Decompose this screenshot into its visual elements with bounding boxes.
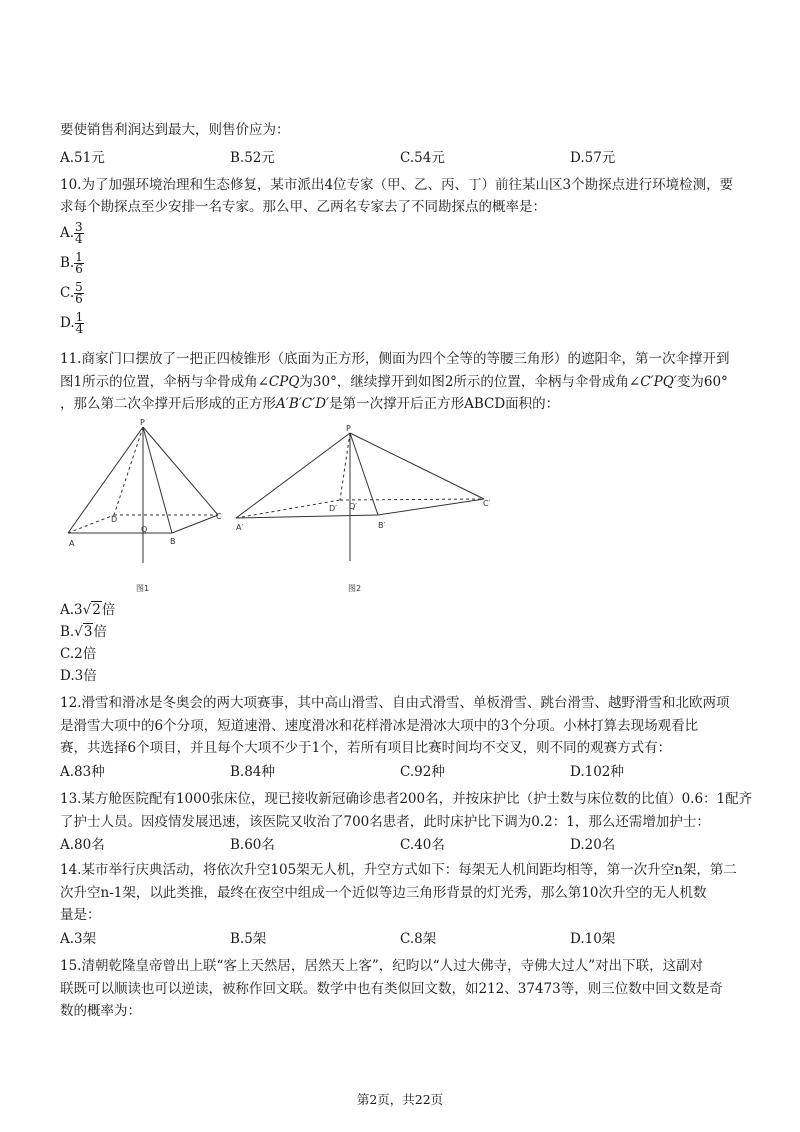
page-footer: 第2页，共22页 [356, 1092, 444, 1107]
label-c: C′ [483, 499, 491, 508]
edge-pa [68, 427, 143, 533]
label-b: B′ [378, 521, 386, 530]
label-a: A [69, 539, 75, 548]
edge-pc [143, 427, 218, 515]
edge-ab [236, 515, 378, 518]
q11-option-b: B.√3倍 [60, 624, 107, 640]
q10-option-b: B. $\frac{1}{6}$ [60, 250, 83, 276]
q15-text-line1: 15.清朝乾隆皇帝曾出上联“客上天然居，居然天上客”，纪昀以“人过大佛寺，寺佛大过人”对出下联，这副对 [60, 958, 704, 974]
edge-pd [114, 427, 143, 515]
q14-option-a: A.3架 [60, 931, 97, 947]
q9-options [60, 148, 760, 168]
edge-pb [143, 427, 172, 533]
q15-text-line2: 联既可以顺读也可以逆读，被称作回文联。数学中也有类似回文数，如212、37473等，则三位数中回文数是奇 [60, 981, 723, 997]
label-p: P [140, 418, 145, 427]
edge-pc [350, 433, 484, 499]
q13-option-a: A.80名 [60, 837, 105, 853]
q10-text-line2: 求每个勘探点至少安排一名专家。那么甲、乙两名专家去了不同勘探点的概率是： [60, 199, 546, 215]
q12-text-line3: 赛，共选择6个项目，并且每个大项不少于1个，若所有项目比赛时间均不交叉，则不同的观赛方式有： [60, 740, 672, 756]
fraction: $\frac{5}{6}$ [75, 280, 83, 306]
q10-option-a: A. $\frac{3}{4}$ [60, 220, 83, 246]
q13-text-line1: 13.某方舱医院配有1000张床位，现已接收新冠确诊患者200名，并按床护比（护士数与床位数的比值）0.6：1配齐 [60, 791, 753, 807]
q11-text-line2: 图1所示的位置，伞柄与伞骨成角∠CPQ为30°，继续撑开到如图2所示的位置，伞柄与伞骨成角∠C′PQ′变为60° [60, 374, 728, 390]
q9-option-d: D.57元 [570, 150, 616, 166]
edge-ad [236, 500, 340, 518]
label-a: A′ [236, 523, 244, 532]
q12-option-b: B.84种 [230, 764, 275, 780]
q15-text-line3: 数的概率为： [60, 1003, 141, 1019]
q14-option-d: D.10架 [570, 931, 616, 947]
label-d: D′ [329, 504, 337, 513]
q11-option-c: C.2倍 [60, 646, 97, 662]
q9-option-b: B.52元 [230, 150, 275, 166]
fraction: $\frac{1}{4}$ [75, 310, 84, 336]
q9-option-a: A.51元 [60, 150, 105, 166]
q10-option-c: C. $\frac{5}{6}$ [60, 280, 83, 306]
q13-option-b: B.60名 [230, 837, 275, 853]
q14-option-c: C.8架 [400, 931, 437, 947]
q13-text-line2: 了护士人员。因疫情发展迅速，该医院又收治了700名患者，此时床护比下调为0.2：1，那么还需增加护士： [60, 814, 710, 830]
q9-continuation: 要使销售利润达到最大，则售价应为： [60, 122, 290, 138]
label-b: B [170, 537, 176, 546]
edge-dc [340, 499, 484, 500]
fraction: $\frac{1}{6}$ [75, 250, 83, 276]
q12-text-line1: 12.滑雪和滑冰是冬奥会的两大项赛事，其中高山滑雪、自由式滑雪、单板滑雪、跳台滑雪、越野滑雪和北欧两项 [60, 695, 730, 711]
figure-1-caption: 图1 [136, 584, 150, 593]
label-c: C [216, 512, 222, 521]
q12-option-c: C.92种 [400, 764, 445, 780]
q10-option-d: D. $\frac{1}{4}$ [60, 310, 84, 336]
q9-option-c: C.54元 [400, 150, 445, 166]
q12-options [60, 762, 760, 782]
q14-option-b: B.5架 [230, 931, 267, 947]
fraction: $\frac{3}{4}$ [75, 220, 83, 246]
edge-pd [340, 433, 350, 500]
label-p: P [346, 424, 351, 433]
q12-option-a: A.83种 [60, 764, 105, 780]
q13-options [60, 835, 760, 855]
q13-option-d: D.20名 [570, 837, 616, 853]
edge-bc [378, 499, 484, 515]
label-q: Q [141, 525, 148, 534]
q14-text-line2: 次升空n-1架，以此类推，最终在夜空中组成一个近似等边三角形背景的灯光秀，那么第10次升空的无人机数 [60, 885, 707, 901]
label-q: Q′ [349, 502, 358, 511]
q12-text-line2: 是滑雪大项中的6个分项，短道速滑、速度滑冰和花样滑冰是滑冰大项中的3个分项。小林打算去现场观看比 [60, 718, 699, 734]
q14-options [60, 929, 760, 949]
figure-2-pyramid [230, 415, 500, 595]
figure-1-pyramid [60, 415, 240, 595]
edge-bc [172, 515, 218, 533]
sqrt: √2 [82, 602, 101, 618]
label-d: D [111, 515, 118, 524]
q12-option-d: D.102种 [570, 764, 624, 780]
q13-option-c: C.40名 [400, 837, 445, 853]
q11-option-a: A.3√2倍 [60, 602, 116, 618]
q14-text-line3: 量是： [60, 907, 101, 923]
sqrt: √3 [74, 624, 93, 640]
q11-text-line3: ，那么第二次伞撑开后形成的正方形A′B′C′D′是第一次撑开后正方形ABCD面积的： [60, 396, 560, 412]
q14-text-line1: 14.某市举行庆典活动，将依次升空105架无人机，升空方式如下：每架无人机间距均相等，第一次升空n架，第二 [60, 862, 737, 878]
figure-2-caption: 图2 [348, 584, 362, 593]
q11-option-d: D.3倍 [60, 668, 97, 684]
q11-text-line1: 11.商家门口摆放了一把正四棱锥形（底面为正方形，侧面为四个全等的等腰三角形）的遮阳伞，第一次伞撑开到 [60, 351, 730, 367]
q10-text-line1: 10.为了加强环境治理和生态修复，某市派出4位专家（甲、乙、丙、丁）前往某山区3个勘探点进行环境检测，要 [60, 177, 734, 193]
